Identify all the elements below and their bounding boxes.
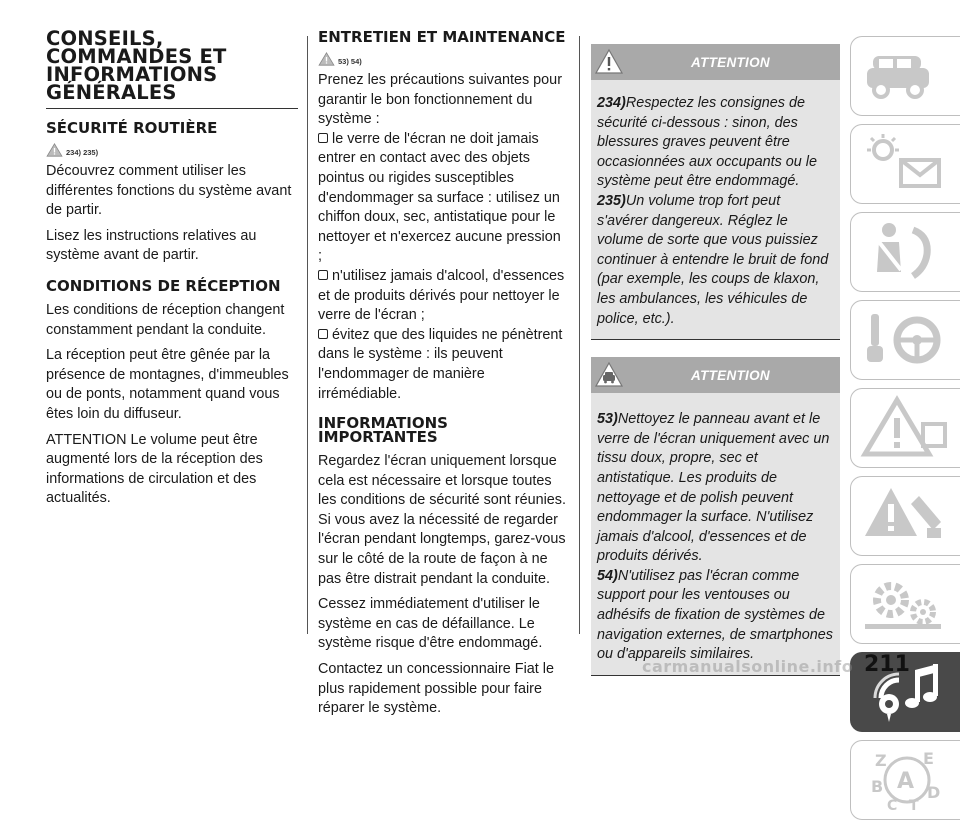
paragraph: Cessez immédiatement d'utiliser le système en cas de défaillance. Le système risque d'être endommagé.: [318, 596, 543, 652]
paragraph: Les conditions de réception changent constamment pendant la conduite.: [46, 301, 285, 338]
warning-triangle-icon: [318, 52, 335, 66]
chapter-tab-index[interactable]: [850, 740, 960, 820]
index-icon: [857, 746, 955, 814]
warning-title: ATTENTION: [691, 55, 770, 70]
svg-text:C: C: [887, 798, 898, 814]
warning-item: 235)Un volume trop fort peut s'avérer dangereux. Réglez le volume de sorte que vous puissiez continuer à entendre le bruit de fond (par exemple, les coups de klaxon, les ambulances, les véhicules de police, etc.).: [597, 192, 829, 327]
bullet-icon: [318, 270, 328, 280]
car-icon: [857, 42, 955, 110]
chapter-tabs: [850, 36, 960, 828]
paragraph: ATTENTION Le volume peut être augmenté lors de la réception des informations de circulation et des actualités.: [46, 431, 263, 507]
starting-driving-icon: [857, 306, 955, 374]
svg-text:B: B: [871, 777, 884, 796]
safety-seatbelt-icon: [857, 218, 955, 286]
chapter-tab-safety[interactable]: [850, 212, 960, 292]
warning-body: [591, 393, 840, 675]
section-title-maintenance: ENTRETIEN ET MAINTENANCE: [318, 28, 566, 46]
section-title-road-safety: SÉCURITÉ ROUTIÈRE: [46, 119, 218, 137]
list-item: n'utilisez jamais d'alcool, d'essences et de produits dérivés pour nettoyer le verre de l'écran ;: [318, 267, 565, 324]
warning-reference: [46, 141, 298, 157]
car-warning-icon: [594, 360, 624, 390]
chapter-tab-dashboard[interactable]: [850, 124, 960, 204]
paragraph: Regardez l'écran uniquement lorsque cela est nécessaire et lorsque toutes les conditions de sécurité sont réunies. Si vous avez la nécessité de regarder l'écran pendant longtemps, garez-vous sur le côté de la route de façon à ne pas être distrait pendant la conduite.: [318, 453, 566, 587]
list-item: évitez que des liquides ne pénètrent dans le système : ils peuvent l'endommager de manière irrémédiable.: [318, 326, 563, 402]
paragraph: Découvrez comment utiliser les différentes fonctions du système avant de partir.: [46, 163, 292, 219]
reference-numbers: 53) 54): [338, 57, 362, 66]
reference-numbers: 234) 235): [66, 148, 99, 157]
paragraph: Contactez un concessionnaire Fiat le plus rapidement possible pour faire réparer le système.: [318, 661, 554, 717]
paragraph: La réception peut être gênée par la présence de montagnes, d'immeubles ou de ponts, notamment quand vous êtes loin du diffuseur.: [46, 347, 289, 422]
maintenance-icon: [857, 570, 955, 638]
bullet-icon: [318, 329, 328, 339]
watermark: carmanualsonline.info: [642, 657, 854, 676]
warning-lights-icon: [857, 394, 955, 462]
warning-item: 54)N'utilisez pas l'écran comme support pour les ventouses ou adhésifs de fixation de systèmes de navigation externes, de smartphones ou d'appareils similaires.: [597, 567, 833, 663]
paragraph: Prenez les précautions suivantes pour garantir le bon fonctionnement du système :: [318, 72, 562, 128]
column-1: [46, 27, 298, 515]
warning-item: 53)Nettoyez le panneau avant et le verre de l'écran uniquement avec un tissu doux, propre, sec et antistatique. Les produits de nettoyage et de polish peuvent endommager la surface. N'utilisez jamais d'alcool, d'essences et de produits dérivés.: [597, 411, 830, 565]
dashboard-lights-icon: [857, 130, 955, 198]
chapter-tab-emergency[interactable]: [850, 476, 960, 556]
svg-text:D: D: [927, 783, 941, 802]
chapter-tab-starting[interactable]: [850, 300, 960, 380]
warning-box: [591, 357, 840, 676]
page-number: 211: [864, 652, 910, 677]
warning-reference: [318, 50, 568, 66]
svg-text:Z: Z: [875, 751, 887, 770]
warning-header: [591, 357, 840, 393]
main-title: CONSEILS, COMMANDES ET INFORMATIONS GÉNÉRALES: [46, 30, 298, 109]
list-item: le verre de l'écran ne doit jamais entrer en contact avec des objets pointus ou rigides susceptibles d'endommager sa surface : utilisez un chiffon doux, sec, antistatique pour le nettoyer et n'exercez aucune pression ;: [318, 130, 561, 265]
warning-box: [591, 44, 840, 340]
svg-text:E: E: [923, 749, 934, 768]
bullet-icon: [318, 133, 328, 143]
section-title-important: INFORMATIONS IMPORTANTES: [318, 414, 448, 447]
chapter-tab-car[interactable]: [850, 36, 960, 116]
section-title-reception: CONDITIONS DE RÉCEPTION: [46, 276, 281, 295]
column-divider: [307, 36, 308, 634]
warning-item: 234)Respectez les consignes de sécurité ci-dessous : sinon, des blessures graves peuvent être occasionnées aux occupants ou le système peut être endommagé.: [597, 95, 818, 190]
warning-body: [591, 80, 840, 339]
paragraph: Lisez les instructions relatives au système avant de partir.: [46, 227, 257, 264]
chapter-tab-maintenance[interactable]: [850, 564, 960, 644]
chapter-tab-warnings[interactable]: [850, 388, 960, 468]
warning-triangle-icon: [46, 143, 63, 157]
warning-triangle-icon: [594, 47, 624, 77]
warning-header: [591, 44, 840, 80]
warning-title: ATTENTION: [691, 368, 770, 384]
svg-text:A: A: [897, 769, 915, 794]
svg-text:T: T: [909, 798, 919, 814]
emergency-icon: [857, 482, 955, 550]
column-divider: [579, 36, 580, 634]
column-3: [591, 44, 840, 676]
column-2: [318, 30, 568, 725]
